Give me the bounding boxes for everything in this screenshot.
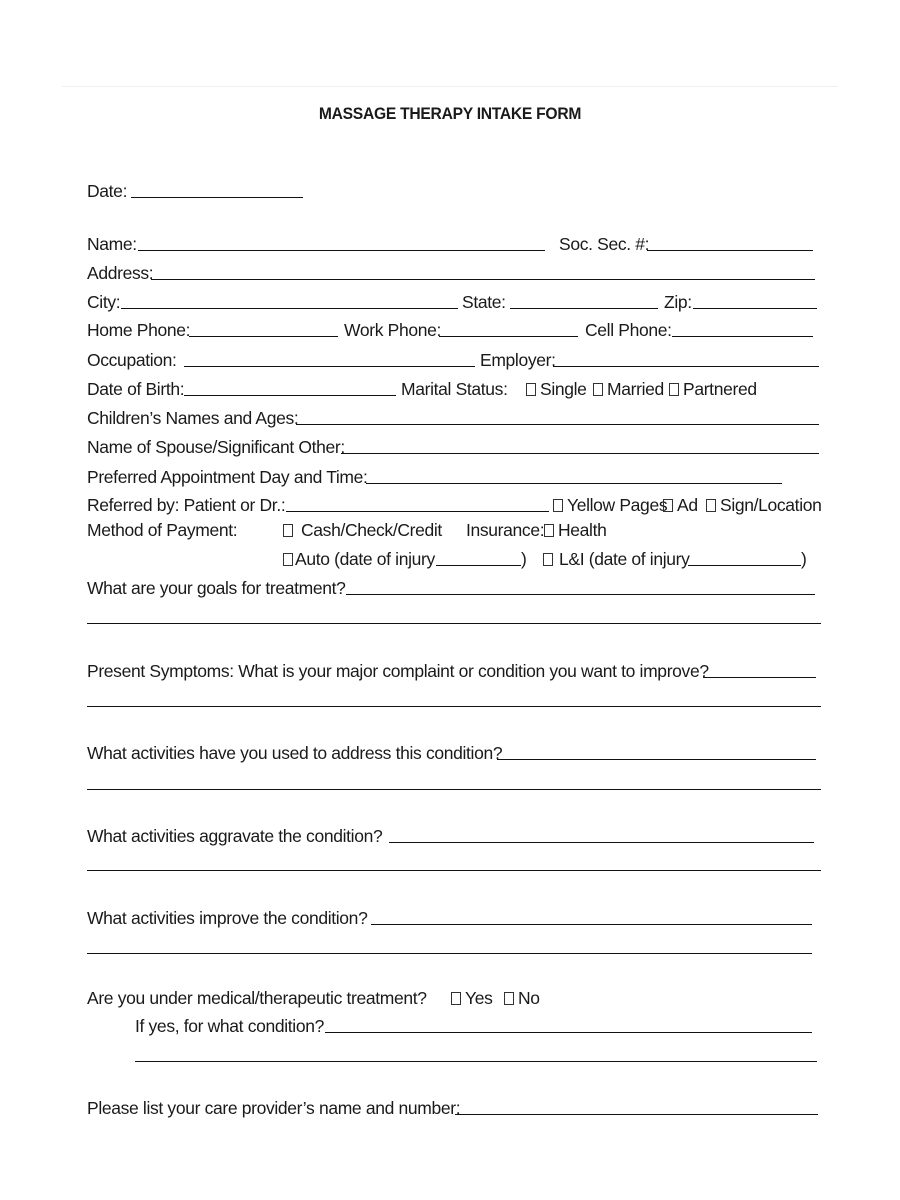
appointment-label: Preferred Appointment Day and Time: [87,467,368,487]
auto-close-paren: ) [521,549,527,569]
home-phone-field[interactable] [189,336,338,337]
li-injury-option[interactable]: L&I (date of injury [543,549,690,570]
auto-injury-option[interactable]: Auto (date of injury [283,549,435,570]
name-field[interactable] [138,250,545,251]
insurance-label: Insurance: [466,520,545,540]
auto-checkbox[interactable] [283,553,293,566]
appointment-field[interactable] [366,483,782,484]
improve-field[interactable] [371,924,812,925]
condition-field-line-2[interactable] [135,1061,817,1062]
li-close-paren: ) [801,549,807,569]
treatment-no-option[interactable]: No [504,988,540,1009]
condition-field[interactable] [325,1032,812,1033]
treatment-label: Are you under medical/therapeutic treatment? [87,988,427,1008]
single-checkbox[interactable] [526,383,536,396]
form-title: MASSAGE THERAPY INTAKE FORM [318,104,582,123]
address-label: Address: [87,263,154,283]
marital-status-label: Marital Status: [401,379,508,399]
marital-single-option[interactable]: Single [526,379,587,400]
employer-label: Employer: [480,350,556,370]
zip-field[interactable] [693,308,817,309]
state-field[interactable] [510,308,658,309]
payment-method-label: Method of Payment: [87,520,238,540]
marital-married-option[interactable]: Married [593,379,664,400]
li-checkbox[interactable] [543,553,553,566]
activities-used-field-line-2[interactable] [87,789,821,790]
improve-field-line-2[interactable] [87,953,812,954]
goals-field-line-2[interactable] [87,623,821,624]
condition-label: If yes, for what condition? [135,1016,324,1036]
goals-label: What are your goals for treatment? [87,578,346,598]
name-label: Name: [87,234,137,254]
symptoms-field-line-2[interactable] [87,706,821,707]
improve-label: What activities improve the condition? [87,908,368,928]
address-field[interactable] [151,279,815,280]
state-label: State: [462,292,506,312]
occupation-field[interactable] [184,366,475,367]
date-field[interactable] [131,197,303,198]
cell-phone-field[interactable] [672,336,813,337]
goals-field[interactable] [346,594,815,595]
children-label: Children’s Names and Ages: [87,408,299,428]
work-phone-field[interactable] [439,336,578,337]
city-label: City: [87,292,121,312]
referral-ad-option[interactable]: Ad [663,495,698,516]
spouse-label: Name of Spouse/Significant Other: [87,437,345,457]
zip-label: Zip: [664,292,692,312]
referred-by-label: Referred by: Patient or Dr.: [87,495,286,515]
sign-location-checkbox[interactable] [706,499,716,512]
health-checkbox[interactable] [544,524,554,537]
dob-label: Date of Birth: [87,379,185,399]
spouse-field[interactable] [341,453,819,454]
yellow-pages-checkbox[interactable] [553,499,563,512]
aggravate-field[interactable] [389,842,814,843]
married-checkbox[interactable] [593,383,603,396]
work-phone-label: Work Phone: [344,320,441,340]
auto-injury-date-field[interactable] [436,565,521,566]
aggravate-field-line-2[interactable] [87,870,821,871]
cell-phone-label: Cell Phone: [585,320,672,340]
referred-by-field[interactable] [286,511,549,512]
children-field[interactable] [296,424,819,425]
partnered-checkbox[interactable] [669,383,679,396]
activities-used-field[interactable] [497,759,816,760]
marital-partnered-option[interactable]: Partnered [669,379,757,400]
yes-checkbox[interactable] [451,992,461,1005]
dob-field[interactable] [184,395,396,396]
referral-sign-location-option[interactable]: Sign/Location [706,495,822,516]
top-divider [62,86,838,87]
ad-checkbox[interactable] [663,499,673,512]
aggravate-label: What activities aggravate the condition? [87,826,383,846]
payment-cash-option[interactable]: Cash/Check/Credit [283,520,442,541]
referral-yellow-pages-option[interactable]: Yellow Pages [553,495,667,516]
date-label: Date: [87,181,128,201]
home-phone-label: Home Phone: [87,320,191,340]
ssn-field[interactable] [647,250,813,251]
symptoms-field[interactable] [703,677,816,678]
insurance-health-option[interactable]: Health [544,520,607,541]
provider-field[interactable] [455,1114,818,1115]
treatment-yes-option[interactable]: Yes [451,988,493,1009]
employer-field[interactable] [553,366,819,367]
li-injury-date-field[interactable] [688,565,801,566]
city-field[interactable] [121,308,458,309]
symptoms-label: Present Symptoms: What is your major complaint or condition you want to improve? [87,661,709,681]
provider-label: Please list your care provider’s name and number: [87,1098,461,1118]
cash-checkbox[interactable] [283,524,293,537]
no-checkbox[interactable] [504,992,514,1005]
activities-used-label: What activities have you used to address this condition? [87,743,503,763]
occupation-label: Occupation: [87,350,177,370]
ssn-label: Soc. Sec. #: [559,234,650,254]
